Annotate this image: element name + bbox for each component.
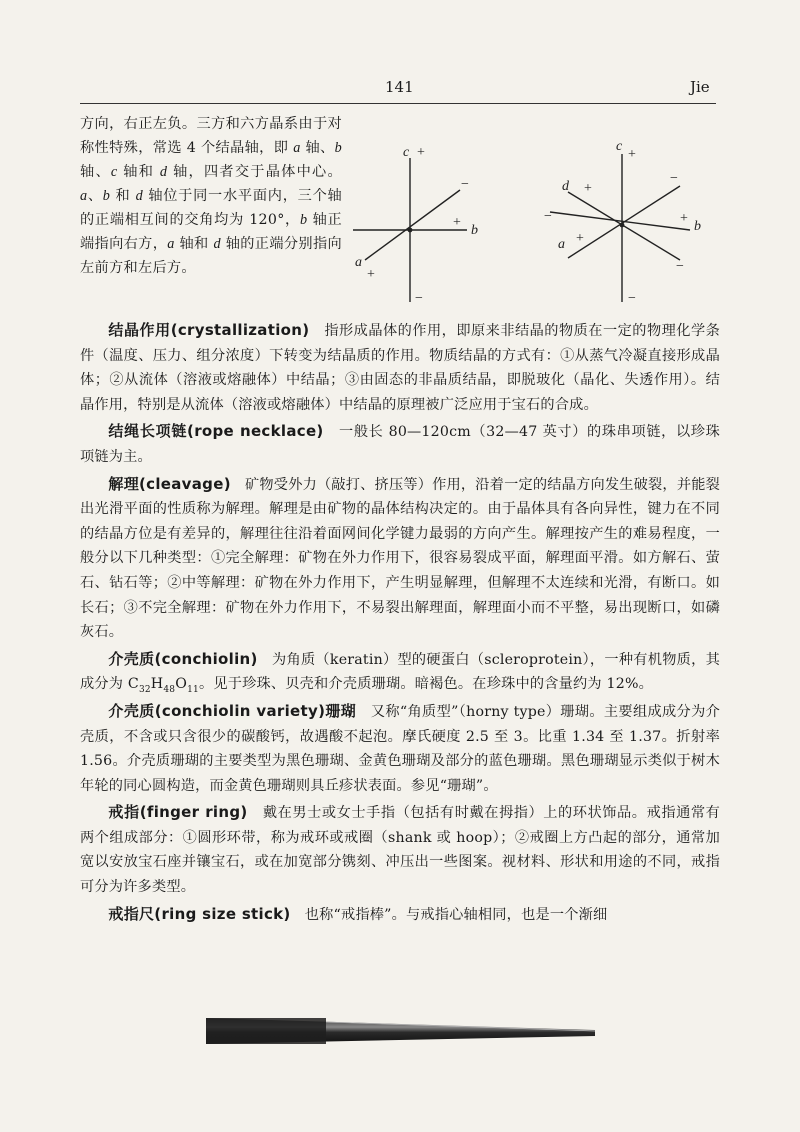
ring-size-stick-image [200,1008,600,1052]
origin-point [408,228,413,233]
entry-definition: 也称“戒指棒”。与戒指心轴相同，也是一个渐细 [304,906,608,923]
entry-term: 介壳质(conchiolin variety)珊瑚 [108,701,357,720]
entry-term: 戒指(finger ring) [108,803,248,822]
entry-cleavage [80,472,720,645]
label-c-plus: + [417,145,425,160]
entry-definition: 为角质（keratin）型的硬蛋白（scleroprotein），一种有机物质，其成分为 $C_{32}H_{48}O_{11}$。见于珍珠、贝壳和介壳质珊瑚。暗褐色。在珍珠中的含量约为 12%。 [80,651,720,696]
label-b-plus: + [680,211,688,226]
b-axis-line [550,212,690,230]
label-c-plus: + [628,147,636,162]
label-a: a [558,237,565,252]
label-d: d [562,179,569,194]
axis-figure-three-axes [345,130,505,310]
entry-term: 介壳质(conchiolin) [108,649,258,668]
entry-conchiolin-coral [80,699,720,798]
minus-bottom: − [415,291,423,306]
axis-figure-four-axes [540,130,715,310]
origin-point [620,223,625,228]
label-a-plus: + [576,231,584,246]
minus-left: − [544,209,552,224]
intro-paragraph: 方向，右正左负。三方和六方晶系由于对称性特殊，常选 4 个结晶轴，即 a 轴、b 轴、c 轴和 d 轴，四者交于晶体中心。a、b 和 d 轴位于同一水平面内，三个轴的正端相互间的交角均为 120°，b 轴正端指向右方，a 轴和 d 轴的正端分别指向左前方和左后方。 [80,116,342,276]
entry-conchiolin [80,647,720,697]
entry-term: 戒指尺(ring size stick) [108,904,291,923]
entry-finger-ring [80,800,720,899]
label-a-plus: + [367,267,375,282]
stick-handle [206,1018,326,1044]
running-head: Jie [690,78,710,96]
entry-definition: 又称“角质型”（horny type）珊瑚。主要组成成分为介壳质，不含或只含很少的碳酸钙，故遇酸不起泡。摩氏硬度 2.5 至 3。比重 1.34 至 1.37。折射率 1.56。介壳质珊瑚的主要类型为黑色珊瑚、金黄色珊瑚及部分的蓝色珊瑚。黑色珊瑚显示类似于树木年轮的同心圆构造，而金黄色珊瑚则具丘疹状表面。参见“珊瑚”。 [80,703,720,794]
entry-rope-necklace [80,419,720,469]
entry-term: 解理(cleavage) [108,474,231,493]
minus-upper-right: − [670,171,678,186]
minus-upper-right: − [461,177,469,192]
page-number: 141 [385,78,414,96]
label-b: b [471,223,478,238]
entry-ring-size-stick [80,902,720,928]
label-d-plus: + [584,181,592,196]
label-c: c [403,145,410,160]
a-axis-line [365,190,460,260]
entry-definition: 一般长 80—120cm（32—47 英寸）的珠串项链，以珍珠项链为主。 [80,424,720,465]
entry-crystallization [80,318,720,417]
minus-bottom: − [628,291,636,306]
label-c: c [616,139,623,154]
entry-definition: 指形成晶体的作用，即原来非结晶的物质在一定的物理化学条件（温度、压力、组分浓度）下转变为结晶质的作用。物质结晶的方式有：①从蒸气冷凝直接形成晶体；②从流体（溶液或熔融体）中结晶；③由固态的非晶质结晶，即脱玻化（晶化、失透作用）。结晶作用，特别是从流体（溶液或熔融体）中结晶的原理被广泛应用于宝石的合成。 [80,323,720,413]
dictionary-entries [80,318,720,929]
label-b: b [694,219,701,234]
entry-term: 结晶作用(crystallization) [108,321,310,339]
entry-term: 结绳长项链(rope necklace) [108,422,324,441]
label-b-plus: + [453,215,461,230]
entry-definition: 矿物受外力（敲打、挤压等）作用，沿着一定的结晶方向发生破裂，并能裂出光滑平面的性质称为解理。解理是由矿物的晶体结构决定的。由于晶体具有各向异性，键力在不同的结晶方位是有差异的，解理往往沿着面网间化学键力最弱的方向产生。解理按产生的难易程度，一般分以下几种类型：①完全解理：矿物在外力作用下，很容易裂成平面，解理面平滑。如方解石、萤石、钻石等；②中等解理：矿物在外力作用下，产生明显解理，但解理不太连续和光滑，有断口。如长石；③不完全解理：矿物在外力作用下，不易裂出解理面，解理面小而不平整，易出现断口，如磷灰石。 [80,476,720,641]
minus-lower-right: − [676,259,684,274]
label-a: a [355,255,362,270]
header-rule [80,103,716,104]
page-header [0,78,800,102]
entry-definition: 戴在男士或女士手指（包括有时戴在拇指）上的环状饰品。戒指通常有两个组成部分：①圆形环带，称为戒环或戒圈（shank 或 hoop）；②戒圈上方凸起的部分，通常加宽以安放宝石座并镶宝石，或在加宽部分镌刻、冲压出一些图案。视材料、形状和用途的不同，戒指可分为许多类型。 [80,805,720,896]
a-axis-line [568,186,680,258]
